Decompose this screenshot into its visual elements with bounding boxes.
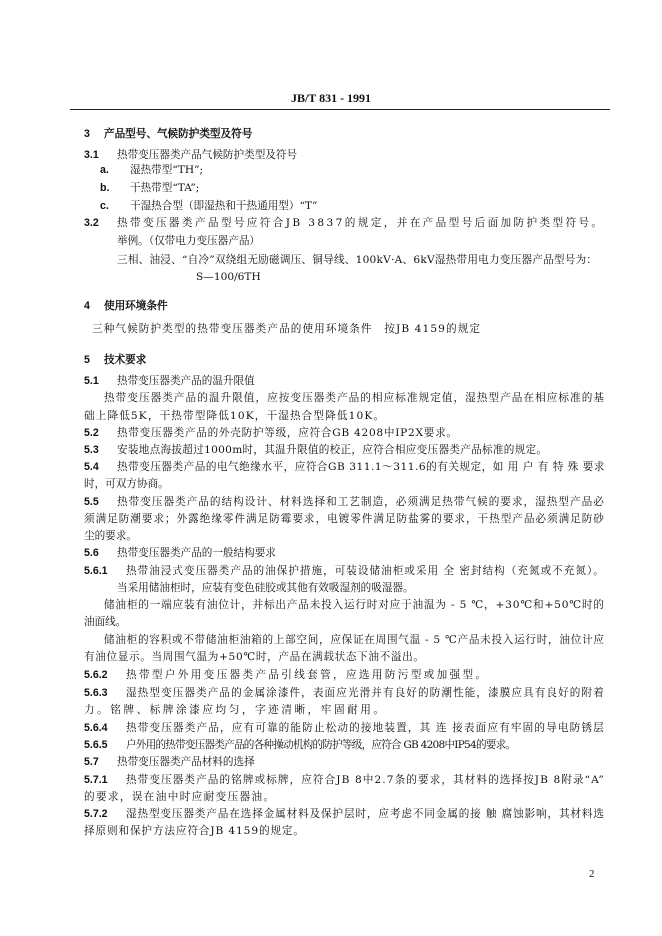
clause-number: 5.5 xyxy=(84,496,99,508)
clause-number: 3 xyxy=(84,128,90,140)
clause-number: 5.6.2 xyxy=(84,669,108,681)
body-line: 户外用的热带变压器类产品的各种操动机构的防护等级，应符合 GB 4208中IP54的要求。 xyxy=(126,739,516,751)
body-line: 热带变压器类产品的一般结构要求 xyxy=(117,547,276,559)
body-line: 尘的要求。 xyxy=(84,530,137,542)
clause-number: 5.6.1 xyxy=(84,565,108,577)
body-line: 三种气候防护类型的热带变压器类产品的使用环境条件 按JB 4159的规定 xyxy=(92,323,482,335)
clause-number: 5.4 xyxy=(84,461,99,473)
section-heading: 产品型号、气候防护类型及符号 xyxy=(104,128,253,140)
body-line: 湿热型变压器类产品的金属涂漆件，表面应光滑并有良好的防潮性能，漆膜应具有良好的附着 xyxy=(126,687,605,699)
body-line: 时，可双方协商。 xyxy=(84,478,169,490)
clause-number: 5.6.5 xyxy=(84,739,108,751)
body-line: 热带型户外用变压器类产品引线套管，应选用防污型或加强型。 xyxy=(126,669,489,681)
clause-number: 5.7.2 xyxy=(84,808,108,820)
body-line: 热带变压器类产品的温升限值 xyxy=(117,375,255,387)
header-rule xyxy=(70,109,610,110)
body-line: 干热带型“TA”; xyxy=(130,182,200,194)
clause-number: 5.2 xyxy=(84,427,99,439)
body-line: 热带变压器类产品的外壳防护等级，应符合GB 4208中IP2X要求。 xyxy=(117,427,458,439)
clause-number: 4 xyxy=(84,300,90,312)
body-line: 举例。（仅带电力变压器产品） xyxy=(117,235,261,247)
body-line: 热带油浸式变压器类产品的油保护措施，可装设储油柜或采用 全 密封结构（充氮或不充氮）。 xyxy=(126,565,605,577)
section-heading: 技术要求 xyxy=(104,354,147,366)
clause-number: a. xyxy=(100,164,109,176)
body-line: 储油柜的一端应装有油位计，并标出产品未投入运行时对应于油温为 - 5 ℃，+30℃和+50℃时的 xyxy=(104,599,605,611)
clause-number: 3.1 xyxy=(84,149,99,161)
document-header: JB/T 831 - 1991 xyxy=(290,91,372,105)
clause-number: 5.3 xyxy=(84,444,99,456)
body-line: 热带变压器类产品，应有可靠的能防止松动的接地装置，其 连 接表面应有牢固的导电防锈层 xyxy=(126,722,605,734)
body-line: 三相、油浸、“自冷”双绕组无励磁调压、铜导线、100kV·A、6kV湿热带用电力变压器产品型号为： xyxy=(117,254,598,266)
clause-number: 5.6.3 xyxy=(84,687,108,699)
body-line: 安装地点海拔超过1000m时，其温升限值的校正，应符合相应变压器类产品标准的规定。 xyxy=(117,444,548,456)
body-line: S—100/6TH xyxy=(196,271,261,283)
body-line: 储油柜的容积或不带储油柜油箱的上部空间，应保证在周围气温 - 5 ℃产品未投入运行时，油位计应 xyxy=(104,634,605,646)
body-line: 干湿热合型（即湿热和干热通用型）“T” xyxy=(130,200,318,212)
body-line: 热带变压器类产品的铭牌或标牌，应符合JB 8中2.7条的要求，其材料的选择按JB 8附录“A” xyxy=(126,774,605,786)
body-line: 湿热型变压器类产品在选择金属材料及保护层时，应考虑不同金属的接 触 腐蚀影响，其材料选 xyxy=(126,808,605,820)
body-line: 热带变压器类产品的电气绝缘水平，应符合GB 311.1～311.6的有关规定，如 用 户 有 特 殊 要求 xyxy=(117,461,605,473)
body-line: 当采用储油柜时，应装有变色硅胶或其他有效吸湿剂的吸湿器。 xyxy=(117,582,414,594)
body-line: 须满足防潮要求；外露绝缘零件满足防霉要求，电镀零件满足防盐雾的要求，干热型产品必须满足防砂 xyxy=(84,513,605,525)
body-line: 力。铭牌、标牌涂漆应均匀，字迹清晰，牢固耐用。 xyxy=(84,704,387,716)
body-line: 热带变压器类产品的温升限值，应按变压器类产品的相应标准规定值，湿热型产品在相应标准的基 xyxy=(104,392,605,404)
page-number: 2 xyxy=(589,868,595,880)
body-line: 热带变压器类产品型号应符合JB 3837的规定，并在产品型号后面加防护类型符号。 xyxy=(117,217,605,229)
body-line: 础上降低5K，干热带型降低10K，干湿热合型降低10K。 xyxy=(84,410,386,422)
body-line: 择原则和保护方法应符合JB 4159的规定。 xyxy=(84,825,305,837)
body-line: 有油位显示。当周围气温为+50℃时，产品在满载状态下油不溢出。 xyxy=(84,651,425,663)
body-line: 热带变压器类产品的结构设计、材料选择和工艺制造，必须满足热带气候的要求，湿热型产品必 xyxy=(117,496,605,508)
clause-number: 5 xyxy=(84,354,90,366)
clause-number: 3.2 xyxy=(84,217,99,229)
clause-number: b. xyxy=(100,182,110,194)
section-heading: 使用环境条件 xyxy=(104,300,168,312)
clause-number: 5.7 xyxy=(84,756,99,768)
clause-number: 5.7.1 xyxy=(84,774,108,786)
body-line: 油面线。 xyxy=(84,616,127,628)
clause-number: 5.1 xyxy=(84,375,99,387)
body-line: 热带变压器类产品材料的选择 xyxy=(117,756,255,768)
clause-number: c. xyxy=(100,200,109,212)
body-line: 的要求，误在油中时应耐变压器油。 xyxy=(84,791,276,803)
body-line: 热带变压器类产品气候防护类型及符号 xyxy=(117,149,298,161)
clause-number: 5.6.4 xyxy=(84,722,108,734)
clause-number: 5.6 xyxy=(84,547,99,559)
body-line: 湿热带型“TH”; xyxy=(130,164,204,176)
